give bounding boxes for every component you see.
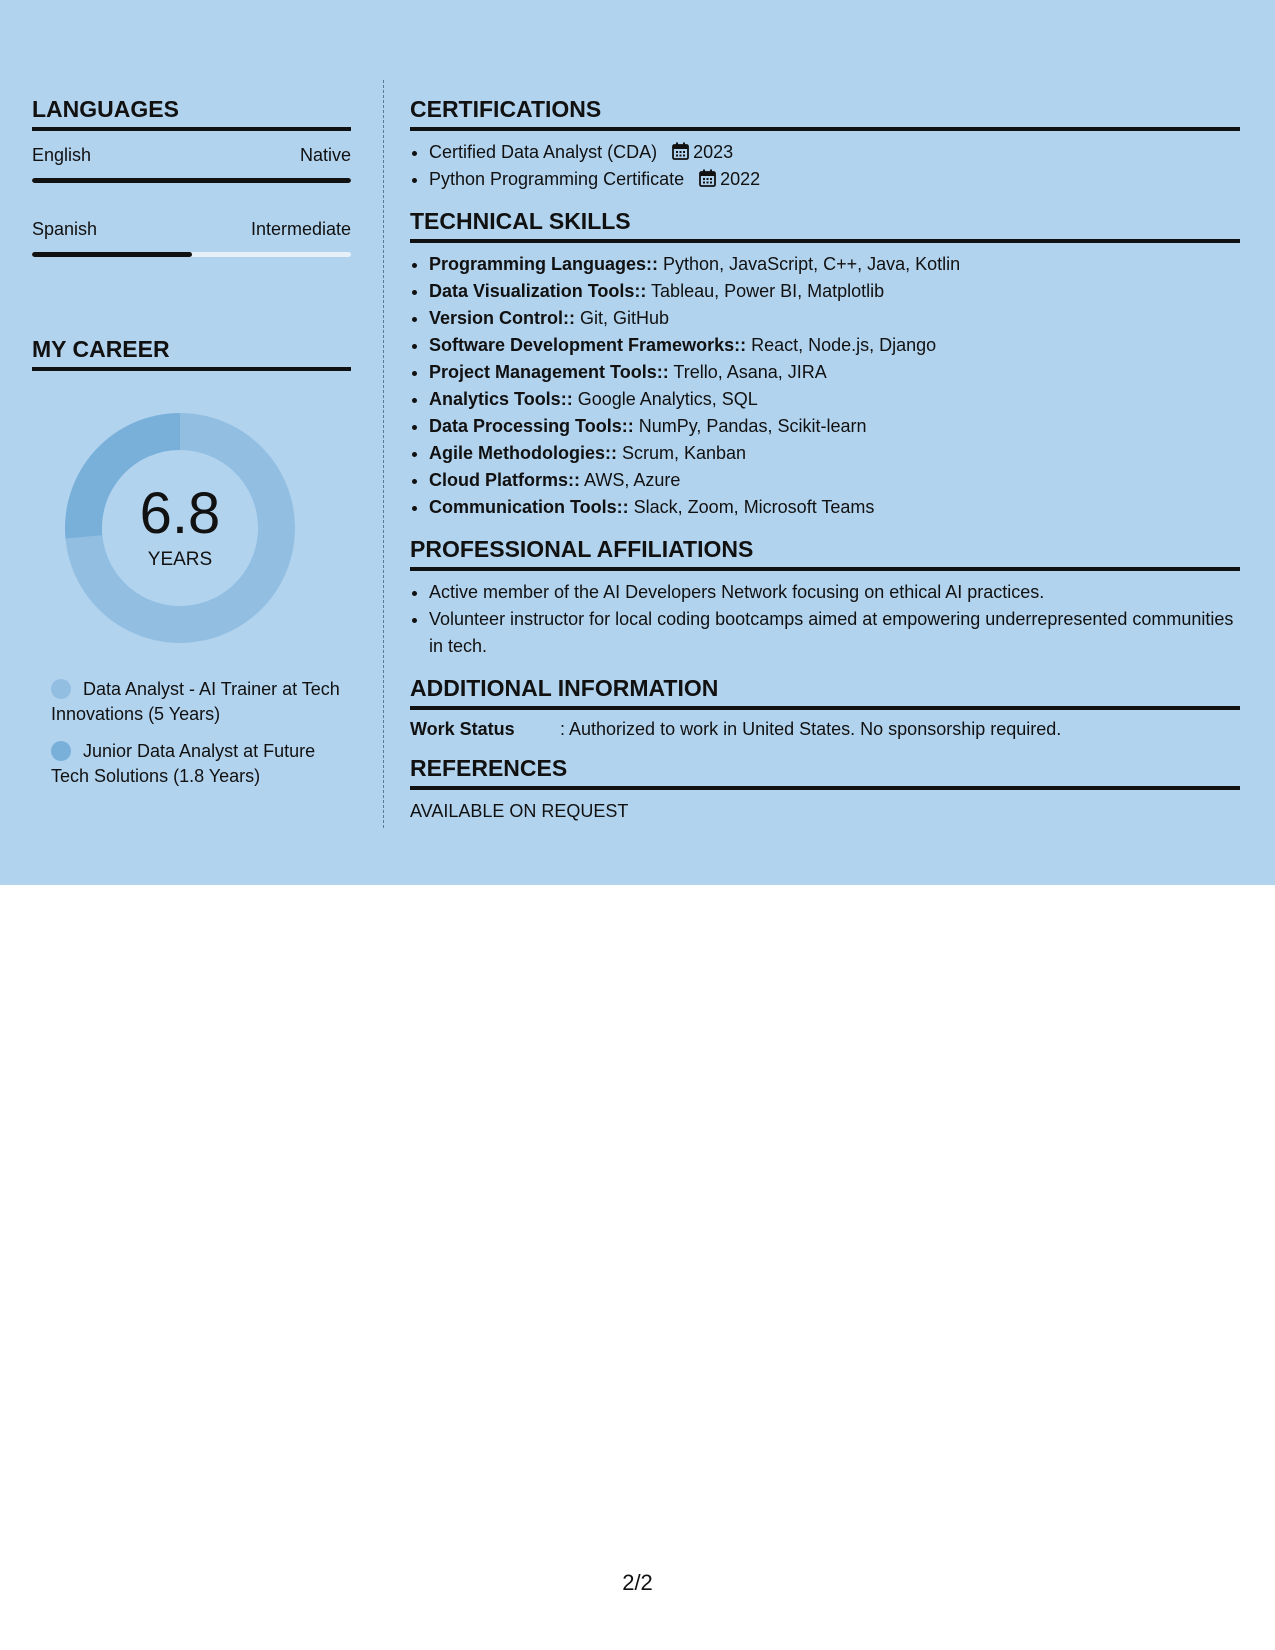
career-section [32,335,351,789]
certification-year: 2023 [693,142,734,162]
skill-values: Trello, Asana, JIRA [668,362,827,382]
references-text: AVAILABLE ON REQUEST [410,801,629,821]
additional-info-heading: ADDITIONAL INFORMATION [410,674,1240,710]
skill-values: Slack, Zoom, Microsoft Teams [628,497,875,517]
list-item [429,251,1240,278]
certification-year: 2022 [720,169,761,189]
language-item [32,145,351,183]
languages-heading: LANGUAGES [32,95,351,131]
list-item: • Volunteer instructor for local coding bootcamps aimed at empowering underrepresented communities in tech. [429,606,1240,660]
career-heading: MY CAREER [32,335,351,371]
legend-item [51,739,341,789]
additional-info-section [410,674,1240,740]
affiliations-list [410,579,1240,660]
legend-label: Data Analyst - AI Trainer at Tech Innovations (5 Years) [51,679,340,724]
column-divider [383,80,384,828]
work-status-value: : Authorized to work in United States. No sponsorship required. [560,719,1062,739]
skill-category: Agile Methodologies:: [429,443,617,463]
career-legend [32,677,351,789]
language-name: Spanish [32,219,98,239]
language-proficiency-bar [32,178,351,183]
list-item [429,166,1240,193]
legend-label: Junior Data Analyst at Future Tech Solutions (1.8 Years) [51,741,316,786]
skill-values: Tableau, Power BI, Matplotlib [646,281,885,301]
language-level: Native [299,145,351,165]
language-proficiency-bar [32,252,351,257]
skill-values: Python, JavaScript, C++, Java, Kotlin [658,254,961,274]
skill-category: Software Development Frameworks:: [429,335,747,355]
calendar-icon [672,142,689,160]
legend-item [51,677,341,727]
skill-values: AWS, Azure [580,470,681,490]
skill-values: React, Node.js, Django [746,335,937,355]
language-item [32,219,351,257]
languages-section [32,95,351,257]
skill-category: Communication Tools:: [429,497,629,517]
affiliations-section [410,535,1240,660]
main-column [410,95,1240,822]
skill-category: Project Management Tools:: [429,362,669,382]
work-status-row [410,719,1240,740]
skill-values: Google Analytics, SQL [572,389,758,409]
page-number: 2/2 [622,1570,653,1595]
list-item [429,494,1240,521]
technical-skills-list [410,251,1240,521]
references-heading: REFERENCES [410,754,1240,790]
skill-category: Programming Languages:: [429,254,659,274]
certification-name: Python Programming Certificate [429,169,685,189]
list-item [429,467,1240,494]
skill-values: Git, GitHub [575,308,670,328]
references-section [410,754,1240,822]
skill-category: Version Control:: [429,308,576,328]
donut-center [65,413,295,643]
skill-category: Analytics Tools:: [429,389,573,409]
certification-name: Certified Data Analyst (CDA) [429,142,658,162]
sidebar [32,95,351,801]
language-proficiency-fill [32,178,351,183]
career-total-unit: YEARS [147,549,213,570]
certifications-list [410,139,1240,193]
skill-values: NumPy, Pandas, Scikit-learn [633,416,867,436]
list-item [429,386,1240,413]
language-proficiency-fill [32,252,192,257]
list-item [429,440,1240,467]
list-item [429,359,1240,386]
skill-values: Scrum, Kanban [617,443,747,463]
language-level: Intermediate [250,219,351,239]
legend-dot [51,741,71,761]
list-item [429,139,1240,166]
list-item [429,413,1240,440]
skill-category: Data Processing Tools:: [429,416,634,436]
career-total-value: 6.8 [139,481,221,546]
skill-category: Cloud Platforms:: [429,470,580,490]
list-item [429,332,1240,359]
legend-dot [51,679,71,699]
list-item [429,305,1240,332]
work-status-label: Work Status [410,719,515,739]
technical-skills-heading: TECHNICAL SKILLS [410,207,1240,243]
technical-skills-section [410,207,1240,521]
language-name: English [32,145,92,165]
career-donut-chart [65,413,295,643]
calendar-icon [699,169,716,187]
skill-category: Data Visualization Tools:: [429,281,647,301]
affiliations-heading: PROFESSIONAL AFFILIATIONS [410,535,1240,571]
list-item [429,278,1240,305]
certifications-section [410,95,1240,193]
list-item: • Active member of the AI Developers Network focusing on ethical AI practices. [429,579,1240,606]
certifications-heading: CERTIFICATIONS [410,95,1240,131]
